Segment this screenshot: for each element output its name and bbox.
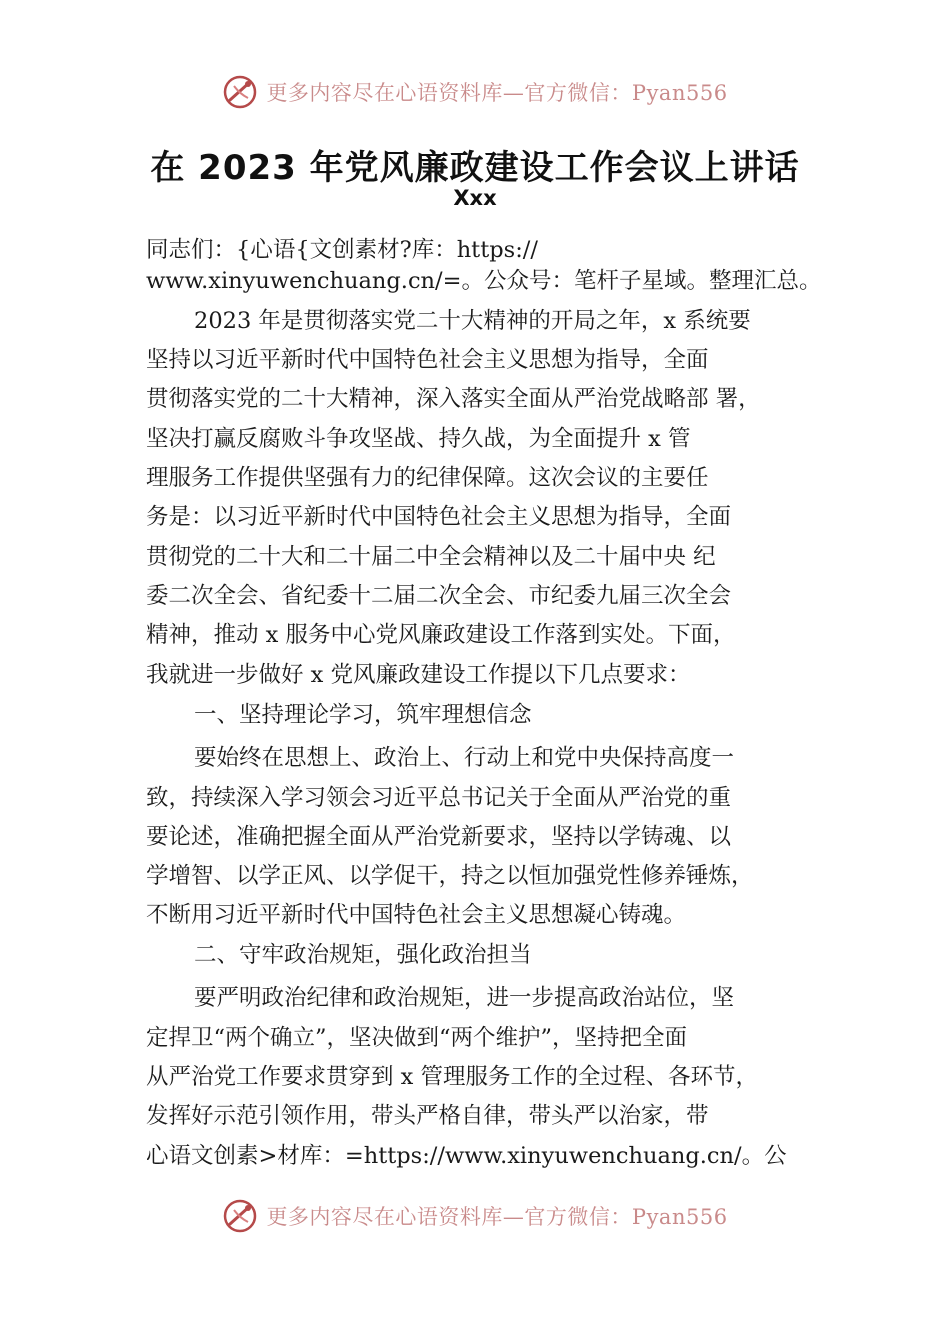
bottom-watermark-text: 更多内容尽在心语资料库—官方微信：Pyan556 (266, 1205, 728, 1229)
text-line: 坚决打赢反腐败斗争攻坚战、持久战，为全面提升 x 管 (146, 426, 691, 452)
text-line: 要始终在思想上、政治上、行动上和党中央保持高度一 (194, 745, 735, 771)
text-line: 发挥好示范引领作用，带头严格自律，带头严以治家，带 (146, 1103, 709, 1129)
text-line: 理服务工作提供坚强有力的纪律保障。这次会议的主要任 (146, 465, 709, 491)
bottom-watermark-banner (0, 1196, 950, 1236)
text-line: 我就进一步做好 x 党风廉政建设工作提以下几点要求： (146, 662, 691, 688)
text-line: 要严明政治纪律和政治规矩，进一步提高政治站位，坚 (194, 985, 735, 1011)
text-line: 致，持续深入学习领会习近平总书记关于全面从严治党的重 (146, 785, 732, 811)
text-line: www.xinyuwenchuang.cn/=。公众号：笔杆子星域。整理汇总。 (146, 268, 822, 294)
text-line: 心语文创素>材库：=https://www.xinyuwenchuang.cn/。公 (146, 1143, 787, 1169)
section-heading: 一、坚持理论学习，筑牢理想信念 (194, 702, 532, 728)
seal-logo-icon (222, 1198, 258, 1234)
text-line: 委二次全会、省纪委十二届二次全会、市纪委九届三次全会 (146, 583, 732, 609)
text-line: 同志们：{心语{文创素材?库：https:// (146, 237, 538, 263)
author-name: Xxx (453, 186, 497, 210)
seal-logo-icon (222, 74, 258, 110)
text-line: 要论述，准确把握全面从严治党新要求，坚持以学铸魂、以 (146, 824, 732, 850)
text-line: 从严治党工作要求贯穿到 x 管理服务工作的全过程、各环节， (146, 1064, 758, 1090)
text-line: 学增智、以学正风、以学促干，持之以恒加强党性修养锤炼， (146, 863, 754, 889)
text-line: 2023 年是贯彻落实党二十大精神的开局之年，x 系统要 (194, 308, 751, 334)
page-title: 在 2023 年党风廉政建设工作会议上讲话 (150, 148, 800, 188)
text-line: 贯彻党的二十大和二十届二中全会精神以及二十届中央 纪 (146, 544, 716, 570)
text-line: 务是：以习近平新时代中国特色社会主义思想为指导，全面 (146, 504, 732, 530)
top-watermark-text: 更多内容尽在心语资料库—官方微信：Pyan556 (266, 81, 728, 105)
text-line: 坚持以习近平新时代中国特色社会主义思想为指导，全面 (146, 347, 709, 373)
text-line: 定捍卫“两个确立”，坚决做到“两个维护”，坚持把全面 (146, 1025, 688, 1051)
top-watermark-banner (0, 72, 950, 112)
text-line: 不断用习近平新时代中国特色社会主义思想凝心铸魂。 (146, 902, 687, 928)
text-line: 精神，推动 x 服务中心党风廉政建设工作落到实处。下面， (146, 622, 736, 648)
text-line: 贯彻落实党的二十大精神，深入落实全面从严治党战略部 署， (146, 386, 761, 412)
section-heading: 二、守牢政治规矩，强化政治担当 (194, 942, 532, 968)
